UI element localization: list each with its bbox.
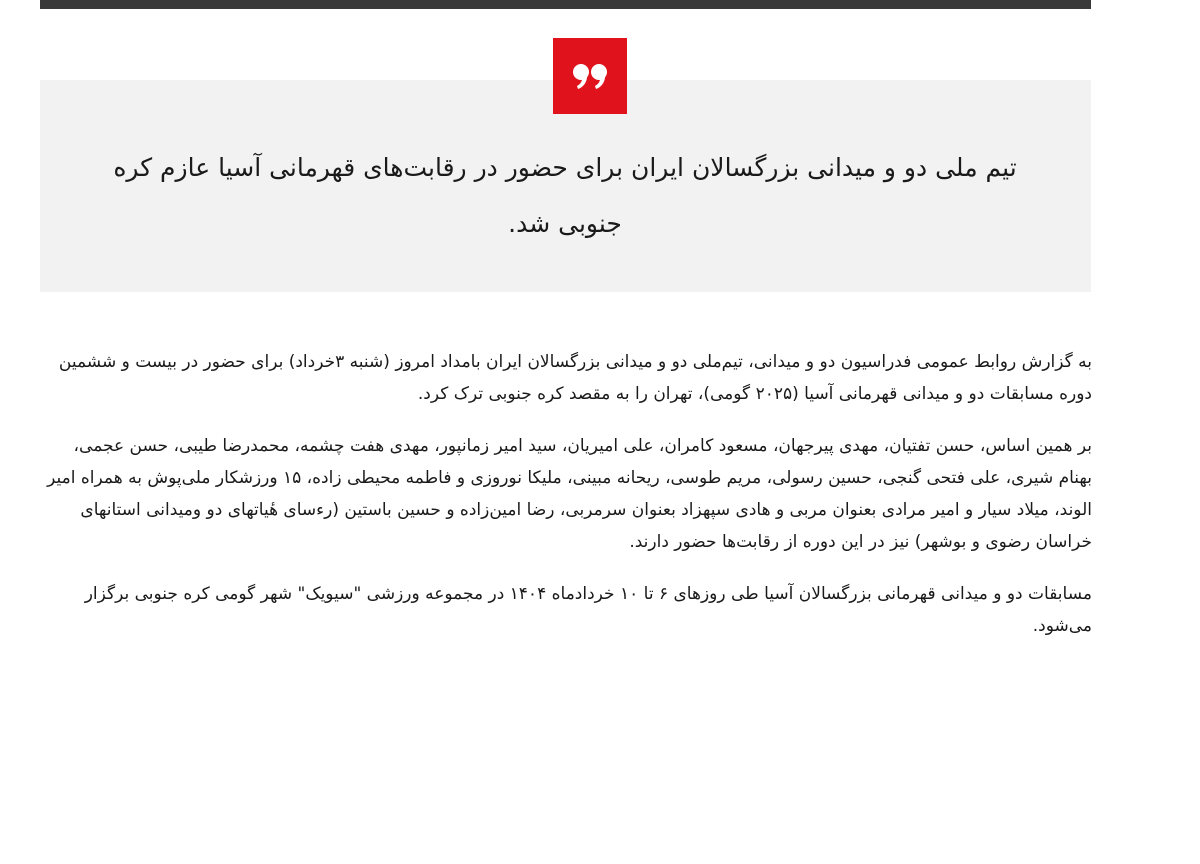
- article-body: [40, 346, 1092, 662]
- top-image-edge: [40, 0, 1091, 9]
- quote-icon: [553, 38, 627, 114]
- article-paragraph: مسابقات دو و میدانی قهرمانی بزرگسالان آسیا طی روزهای ۶ تا ۱۰ خردادماه ۱۴۰۴ در مجموعه ورزشی "سیویک" شهر گومی کره جنوبی برگزار می‌شود.: [84, 584, 1092, 636]
- quote-glyph: [571, 61, 609, 91]
- article-paragraph: به گزارش روابط عمومی فدراسیون دو و میدانی، تیم‌ملی دو و میدانی بزرگسالان ایران بامداد امروز (شنبه ۳خرداد) برای حضور در بیست و ششمین دوره مسابقات دو و میدانی قهرمانی آسیا (۲۰۲۵ گومی)، تهران را به مقصد کره جنوبی ترک کرد.: [58, 352, 1092, 404]
- pull-quote: تیم ملی دو و میدانی بزرگسالان ایران برای حضور در رقابت‌های قهرمانی آسیا عازم کره جنوبی شد.: [113, 153, 1017, 238]
- article-paragraph: بر همین اساس، حسن تفتیان، مهدی پیرجهان، مسعود کامران، علی امیریان، سید امیر زمانپور، مهدی هفت چشمه، محمدرضا طیبی، حسن عجمی، بهنام شیری، علی فتحی گنجی، حسین رسولی، مریم طوسی، ریحانه مبینی، ملیکا نوروزی و فاطمه محیطی زاده، ۱۵ ورزشکار ملی‌پوش به همراه امیر الوند، میلاد سیار و امیر مرادی بعنوان مربی و هادی سپهزاد بعنوان سرمربی، رضا امین‌زاده و حسین باستین (رءسای هٔیاتهای دو ومیدانی استانهای خراسان رضوی و بوشهر) نیز در این دوره از رقابت‌ها حضور دارند.: [47, 436, 1092, 552]
